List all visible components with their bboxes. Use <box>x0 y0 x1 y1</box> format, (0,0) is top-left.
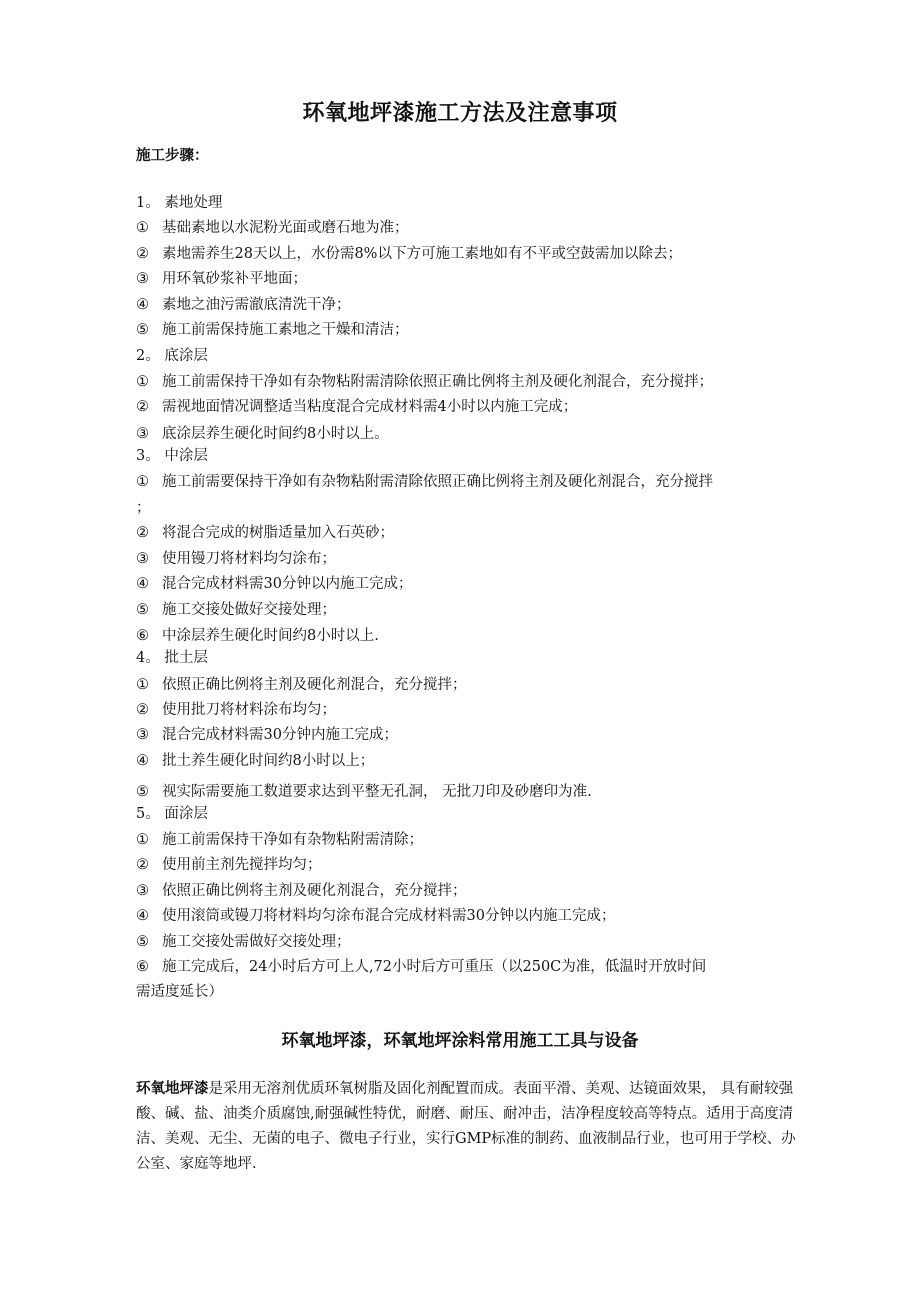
item-text: 视实际需要施工数道要求达到平整无孔洞， 无批刀印及砂磨印为准. <box>162 784 592 800</box>
item-text: 混合完成材料需30分钟内施工完成； <box>162 727 398 743</box>
item-number: ⑤ <box>136 602 149 618</box>
item-number: ③ <box>136 551 149 567</box>
item-text: 批土养生硬化时间约8小时以上； <box>162 753 375 769</box>
item-text: 需视地面情况调整适当粘度混合完成材料需4小时以内施工完成； <box>162 399 578 415</box>
list-item <box>136 906 796 926</box>
list-item <box>136 574 796 594</box>
item-text: 素地需养生28天以上，水份需8%以下方可施工素地如有不平或空鼓需加以除去； <box>162 246 682 262</box>
section-heading: 4。 批土层 <box>136 650 208 666</box>
list-item <box>136 932 796 952</box>
item-number: ① <box>136 474 149 490</box>
item-number: ① <box>136 677 149 693</box>
list-item <box>136 855 796 875</box>
item-number: ③ <box>136 883 149 899</box>
continuation-line: 需适度延长） <box>136 984 223 1000</box>
continuation-line: ； <box>136 500 151 516</box>
list-item <box>136 600 796 620</box>
item-text: 用环氧砂浆补平地面； <box>162 271 307 287</box>
item-text: 施工前需保持干净如有杂物粘附需清除； <box>162 832 423 848</box>
section-heading: 5。 面涂层 <box>136 806 208 822</box>
item-number: ⑤ <box>136 322 149 338</box>
item-text: 使用前主剂先搅拌均匀； <box>162 857 322 873</box>
section-heading: 2。 底涂层 <box>136 348 208 364</box>
item-text: 使用镘刀将材料均匀涂布； <box>162 551 336 567</box>
item-text: 施工前需保持干净如有杂物粘附需清除依照正确比例将主剂及硬化剂混合，充分搅拌； <box>162 374 713 390</box>
item-text: 中涂层养生硬化时间约8小时以上. <box>162 628 379 644</box>
list-item <box>136 725 796 745</box>
list-item <box>136 957 796 977</box>
item-text: 施工前需保持施工素地之干燥和清洁； <box>162 322 409 338</box>
list-item <box>136 881 796 901</box>
list-item <box>136 751 796 771</box>
item-number: ④ <box>136 297 149 313</box>
item-number: ② <box>136 857 149 873</box>
item-number: ① <box>136 374 149 390</box>
document-title: 环氧地坪漆施工方法及注意事项 <box>302 100 618 126</box>
item-number: ② <box>136 246 149 262</box>
item-text: 素地之油污需澈底清洗干净； <box>162 297 351 313</box>
list-item <box>136 320 796 340</box>
list-item <box>136 549 796 569</box>
list-item <box>136 782 796 802</box>
item-text: 将混合完成的树脂适量加入石英砂； <box>162 525 394 541</box>
item-number: ④ <box>136 576 149 592</box>
section-heading: 3。 中涂层 <box>136 448 208 464</box>
item-number: ① <box>136 220 149 236</box>
list-item <box>136 295 796 315</box>
item-number: ③ <box>136 727 149 743</box>
item-number: ② <box>136 525 149 541</box>
item-text: 使用滚筒或镘刀将材料均匀涂布混合完成材料需30分钟以内施工完成； <box>162 908 616 924</box>
item-number: ② <box>136 702 149 718</box>
list-item <box>136 397 796 417</box>
item-number: ② <box>136 399 149 415</box>
item-number: ① <box>136 832 149 848</box>
section-heading: 1。 素地处理 <box>136 195 223 211</box>
item-number: ④ <box>136 753 149 769</box>
list-item <box>136 269 796 289</box>
item-text: 基础素地以水泥粉光面或磨石地为准； <box>162 220 409 236</box>
intro-paragraph <box>136 1076 796 1177</box>
item-number: ⑥ <box>136 628 149 644</box>
list-item <box>136 244 796 264</box>
item-text: 底涂层养生硬化时间约8小时以上。 <box>162 426 389 442</box>
list-item <box>136 830 796 850</box>
item-text: 依照正确比例将主剂及硬化剂混合，充分搅拌； <box>162 883 467 899</box>
list-item <box>136 675 796 695</box>
item-number: ③ <box>136 426 149 442</box>
item-number: ③ <box>136 271 149 287</box>
paragraph-lead: 环氧地坪漆 <box>136 1080 209 1097</box>
item-number: ⑤ <box>136 784 149 800</box>
item-text: 施工交接处需做好交接处理； <box>162 934 351 950</box>
list-item <box>136 218 796 238</box>
list-item <box>136 523 796 543</box>
item-number: ⑥ <box>136 959 149 975</box>
paragraph-body: 是采用无溶剂优质环氧树脂及固化剂配置而成。表面平滑、美观、达镜面效果， 具有耐较强酸、碱、盐、油类介质腐蚀,耐强碱性特优，耐磨、耐压、耐冲击，洁净程度较高等特点。适用于高度清洁、美观、无尘、无菌的电子、微电子行业，实行GMP标准的制药、血液制品行业，也可用于学校、办公室、家庭等地坪. <box>136 1081 796 1172</box>
list-item <box>136 700 796 720</box>
item-text: 施工交接处做好交接处理； <box>162 602 336 618</box>
item-text: 施工前需要保持干净如有杂物粘附需清除依照正确比例将主剂及硬化剂混合，充分搅拌 <box>162 474 713 490</box>
list-item <box>136 472 796 492</box>
list-item <box>136 626 796 646</box>
item-number: ④ <box>136 908 149 924</box>
item-text: 施工完成后，24小时后方可上人,72小时后方可重压（以250C为准，低温时开放时间 <box>162 959 707 975</box>
steps-heading: 施工步骤： <box>136 147 209 164</box>
item-text: 依照正确比例将主剂及硬化剂混合，充分搅拌； <box>162 677 467 693</box>
item-text: 混合完成材料需30分钟以内施工完成； <box>162 576 413 592</box>
section-subtitle: 环氧地坪漆，环氧地坪涂料常用施工工具与设备 <box>281 1031 639 1051</box>
item-text: 使用批刀将材料涂布均匀； <box>162 702 336 718</box>
list-item <box>136 424 796 444</box>
list-item <box>136 372 796 392</box>
item-number: ⑤ <box>136 934 149 950</box>
